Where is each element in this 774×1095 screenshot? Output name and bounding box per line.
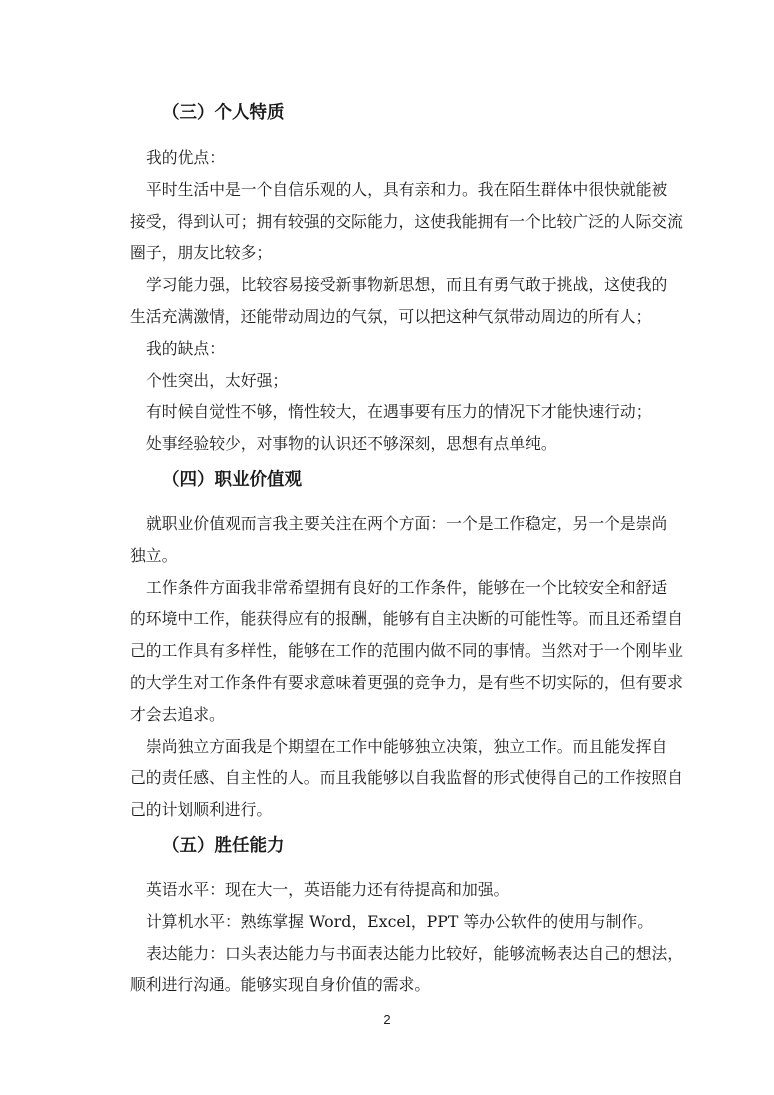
- paragraph: [130, 572, 683, 731]
- paragraph: [146, 428, 660, 460]
- paragraph: [130, 731, 683, 826]
- text-line: 己的计划顺利进行。: [130, 800, 273, 820]
- text-line: 生活充满激情，还能带动周边的气氛，可以把这种气氛带动周边的所有人；: [130, 306, 652, 326]
- text-line: 处事经验较少，对事物的认识还不够深刻，思想有点单纯。: [146, 434, 557, 454]
- text-line: 我的缺点：: [146, 338, 225, 358]
- paragraph: [146, 874, 660, 906]
- section-body-competence: [130, 874, 684, 1001]
- paragraph: [146, 365, 660, 397]
- section-body-career-values: [130, 508, 683, 826]
- section-heading-competence: （五）胜任能力: [162, 836, 285, 856]
- paragraph: [130, 174, 683, 269]
- text-line: 平时生活中是一个自信乐观的人，具有亲和力。我在陌生群体中很快就能被: [146, 179, 668, 199]
- paragraph: [146, 333, 660, 365]
- paragraph: [146, 396, 660, 428]
- page-number: 2: [383, 1012, 391, 1027]
- text-line: 学习能力强，比较容易接受新事物新思想，而且有勇气敢于挑战，这使我的: [146, 275, 668, 295]
- text-line: 己的工作具有多样性，能够在工作的范围内做不同的事情。当然对于一个刚毕业: [130, 641, 683, 661]
- paragraph: [146, 142, 660, 174]
- text-line: 我的优点：: [146, 148, 225, 167]
- text-line: 工作条件方面我非常希望拥有良好的工作条件，能够在一个比较安全和舒适: [146, 577, 668, 597]
- text-line: 接受，得到认可；拥有较强的交际能力，这使我能拥有一个比较广泛的人际交流: [130, 211, 683, 231]
- section-heading-personal-traits: （三）个人特质: [162, 103, 285, 123]
- text-line: 表达能力：口头表达能力与书面表达能力比较好，能够流畅表达自己的想法，: [146, 943, 684, 963]
- paragraph: [130, 269, 668, 333]
- text-line: 的大学生对工作条件有要求意味着更强的竞争力，是有些不切实际的，但有要求: [130, 672, 683, 692]
- text-line: 就职业价值观而言我主要关注在两个方面：一个是工作稳定，另一个是崇尚: [146, 514, 668, 533]
- text-line: 计算机水平：熟练掌握 Word，Excel，PPT 等办公软件的使用与制作。: [146, 911, 653, 931]
- text-line: 顺利进行沟通。能够实现自身价值的需求。: [130, 975, 431, 995]
- text-line: 英语水平：现在大一，英语能力还有待提高和加强。: [146, 880, 510, 899]
- text-line: 个性突出，太好强；: [146, 370, 289, 390]
- text-line: 独立。: [130, 545, 178, 565]
- section-body-personal-traits: [130, 142, 683, 460]
- text-line: 才会去追求。: [130, 704, 225, 724]
- text-line: 圈子，朋友比较多；: [130, 243, 273, 263]
- text-line: 己的责任感、自主性的人。而且我能够以自我监督的形式使得自己的工作按照自: [130, 768, 683, 788]
- text-line: 的环境中工作，能获得应有的报酬，能够有自主决断的可能性等。而且还希望自: [130, 609, 683, 629]
- text-line: 崇尚独立方面我是个期望在工作中能够独立决策，独立工作。而且能发挥自: [146, 736, 668, 756]
- paragraph: [146, 906, 660, 938]
- paragraph: [130, 938, 684, 1002]
- text-line: 有时候自觉性不够，惰性较大，在遇事要有压力的情况下才能快速行动；: [146, 402, 652, 422]
- paragraph: [130, 508, 668, 572]
- section-heading-career-values: （四）职业价值观: [162, 470, 302, 490]
